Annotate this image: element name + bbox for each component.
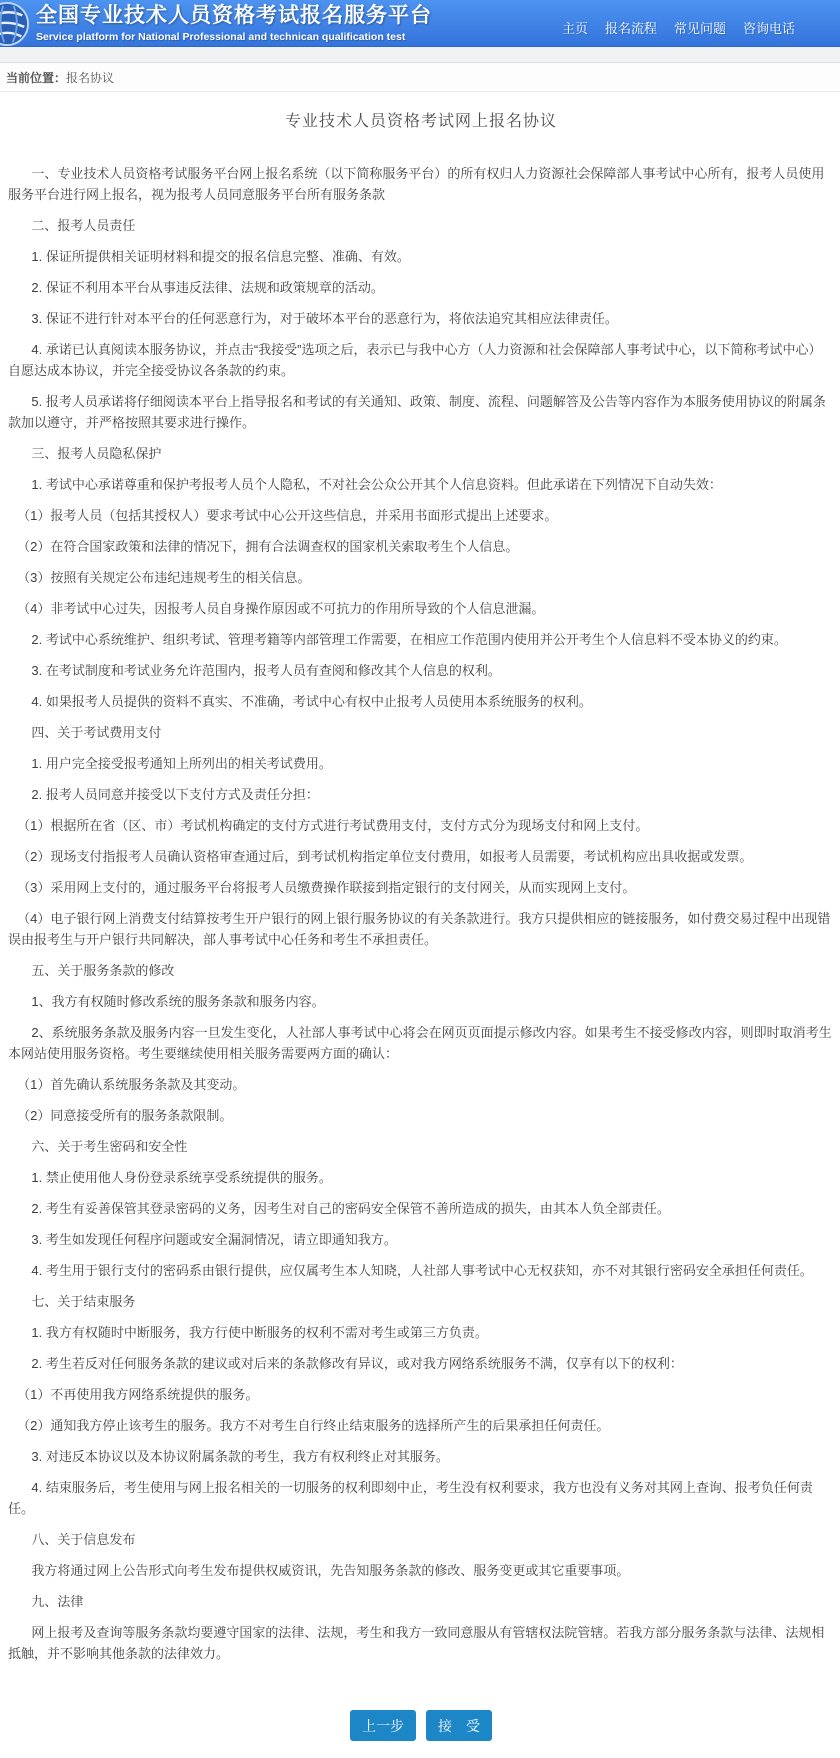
agreement-paragraph: （2）同意接受所有的服务条款限制。 [17,1108,233,1123]
page-title: 专业技术人员资格考试网上报名协议 [284,113,557,130]
agreement-paragraph: 一、专业技术人员资格考试服务平台网上报名系统（以下简称服务平台）的所有权归人力资源社会保障部人事考试中心所有，报考人员使用服务平台进行网上报名，视为报考人员同意服务平台所有服务条款 [8,166,825,202]
agreement-paragraph: 5. 报考人员承诺将仔细阅读本平台上指导报名和考试的有关通知、政策、制度、流程、问题解答及公告等内容作为本服务使用协议的附属条款加以遵守，并严格按照其要求进行操作。 [8,394,826,430]
agreement-paragraph: （1）根据所在省（区、市）考试机构确定的支付方式进行考试费用支付，支付方式分为现场支付和网上支付。 [17,818,649,833]
agreement-paragraph: （3）采用网上支付的，通过服务平台将报考人员缴费操作联接到指定银行的支付网关，从而实现网上支付。 [17,880,636,895]
agreement-paragraph: 五、关于服务条款的修改 [31,963,175,978]
agreement-paragraph: 3. 考生如发现任何程序问题或安全漏洞情况，请立即通知我方。 [31,1232,397,1247]
agreement-paragraph: 3. 在考试制度和考试业务允许范围内，报考人员有查阅和修改其个人信息的权利。 [31,663,501,678]
breadcrumb [0,63,840,92]
agreement-paragraph: 4. 结束服务后，考生使用与网上报名相关的一切服务的权利即刻中止，考生没有权利要求，我方也没有义务对其网上查询、报考负任何责任。 [8,1480,813,1516]
agreement-paragraph: 三、报考人员隐私保护 [31,446,162,461]
agreement-paragraph: 1. 保证所提供相关证明材料和提交的报名信息完整、准确、有效。 [31,249,410,264]
agreement-paragraph: 1. 禁止使用他人身份登录系统享受系统提供的服务。 [31,1170,332,1185]
agreement-paragraph: （1）报考人员（包括其授权人）要求考试中心公开这些信息，并采用书面形式提出上述要求。 [17,508,558,523]
breadcrumb-current: 报名协议 [66,70,115,85]
agreement-paragraph: 网上报考及查询等服务条款均要遵守国家的法律、法规，考生和我方一致同意服从有管辖权法院管辖。若我方部分服务条款与法律、法规相抵触，并不影响其他条款的法律效力。 [8,1625,825,1661]
agreement-paragraph: 4. 承诺已认真阅读本服务协议，并点击“我接受”选项之后，表示已与我中心方（人力资源和社会保障部人事考试中心，以下简称考试中心）自愿达成本协议，并完全接受协议各条款的约束。 [8,342,822,378]
agreement-paragraph: 2、系统服务条款及服务内容一旦发生变化，人社部人事考试中心将会在网页页面提示修改内容。如果考生不接受修改内容，则即时取消考生本网站使用服务资格。考生要继续使用相关服务需要两方面的确认： [8,1025,832,1061]
agreement-paragraph: 八、关于信息发布 [31,1532,136,1547]
top-header [0,0,840,47]
globe-icon [0,1,30,47]
agreement-paragraph: （2）现场支付指报考人员确认资格审查通过后，到考试机构指定单位支付费用，如报考人员需要，考试机构应出具收据或发票。 [17,849,753,864]
agreement-paragraph: （1）不再使用我方网络系统提供的服务。 [17,1387,259,1402]
agreement-paragraph: （4）非考试中心过失，因报考人员自身操作原因或不可抗力的作用所导致的个人信息泄漏。 [17,601,545,616]
header-substrip [0,47,840,63]
agreement-content [0,92,840,1741]
agreement-paragraph: 2. 考试中心系统维护、组织考试、管理考籍等内部管理工作需要，在相应工作范围内使用并公开考生个人信息料不受本协义的约束。 [31,632,787,647]
nav-link[interactable]: 咨询电话 [742,20,795,36]
agreement-paragraph: （4）电子银行网上消费支付结算按考生开户银行的网上银行服务协议的有关条款进行。我方只提供相应的链接服务，如付费交易过程中出现错误由报考生与开户银行共同解决，部人事考试中心任务和考生不承担责任。 [8,911,831,947]
site-subtitle: Service platform for National Professional and technican qualification test [36,31,406,44]
agreement-paragraph: 七、关于结束服务 [31,1294,136,1309]
agreement-paragraph: （1）首先确认系统服务条款及其变动。 [17,1077,246,1092]
nav-link[interactable]: 报名流程 [604,20,657,36]
agreement-paragraph: （2）在符合国家政策和法律的情况下，拥有合法调查权的国家机关索取考生个人信息。 [17,539,519,554]
agreement-paragraph: 4. 考生用于银行支付的密码系由银行提供，应仅属考生本人知晓，人社部人事考试中心无权获知，亦不对其银行密码安全承担任何责任。 [31,1263,813,1278]
agreement-paragraph: 2. 考生有妥善保管其登录密码的义务，因考生对自己的密码安全保管不善所造成的损失，由其本人负全部责任。 [31,1201,670,1216]
agreement-paragraph: 1、我方有权随时修改系统的服务条款和服务内容。 [31,994,325,1009]
prev-step-button[interactable]: 上一步 [350,1710,416,1741]
site-title: 全国专业技术人员资格考试报名服务平台 [36,3,432,27]
agreement-paragraph: （2）通知我方停止该考生的服务。我方不对考生自行终止结束服务的选择所产生的后果承担任何责任。 [17,1418,610,1433]
agreement-paragraph: （3）按照有关规定公布违纪违规考生的相关信息。 [17,570,311,585]
agreement-paragraph: 3. 对违反本协议以及本协议附属条款的考生，我方有权利终止对其服务。 [31,1449,449,1464]
nav-link[interactable]: 主页 [561,20,588,36]
footer-button-row [8,1710,834,1741]
agreement-paragraph: 1. 用户完全接受报考通知上所列出的相关考试费用。 [31,756,332,771]
agreement-paragraph: 2. 保证不利用本平台从事违反法律、法规和政策规章的活动。 [31,280,384,295]
agreement-paragraph: 4. 如果报考人员提供的资料不真实、不准确，考试中心有权中止报考人员使用本系统服务的权利。 [31,694,592,709]
agreement-body [8,163,834,1664]
accept-button[interactable]: 接 受 [426,1710,492,1741]
agreement-paragraph: 3. 保证不进行针对本平台的任何恶意行为，对于破坏本平台的恶意行为，将依法追究其相应法律责任。 [31,311,618,326]
nav-link[interactable]: 常见问题 [673,20,726,36]
agreement-paragraph: 2. 考生若反对任何服务条款的建议或对后来的条款修改有异议，或对我方网络系统服务不满，仅享有以下的权利： [31,1356,683,1371]
agreement-paragraph: 2. 报考人员同意并接受以下支付方式及责任分担： [31,787,319,802]
agreement-paragraph: 1. 我方有权随时中断服务，我方行使中断服务的权利不需对考生或第三方负责。 [31,1325,488,1340]
site-titles [36,3,432,43]
breadcrumb-label: 当前位置： [6,70,67,85]
agreement-paragraph: 九、法律 [31,1594,84,1609]
header-nav [562,10,795,37]
agreement-paragraph: 四、关于考试费用支付 [31,725,162,740]
agreement-paragraph: 1. 考试中心承诺尊重和保护考报考人员个人隐私，不对社会公众公开其个人信息资料。但此承诺在下列情况下自动失效： [31,477,722,492]
agreement-paragraph: 我方将通过网上公告形式向考生发布提供权威资讯，先告知服务条款的修改、服务变更或其它重要事项。 [31,1563,630,1578]
agreement-paragraph: 六、关于考生密码和安全性 [31,1139,188,1154]
agreement-paragraph: 二、报考人员责任 [31,218,136,233]
